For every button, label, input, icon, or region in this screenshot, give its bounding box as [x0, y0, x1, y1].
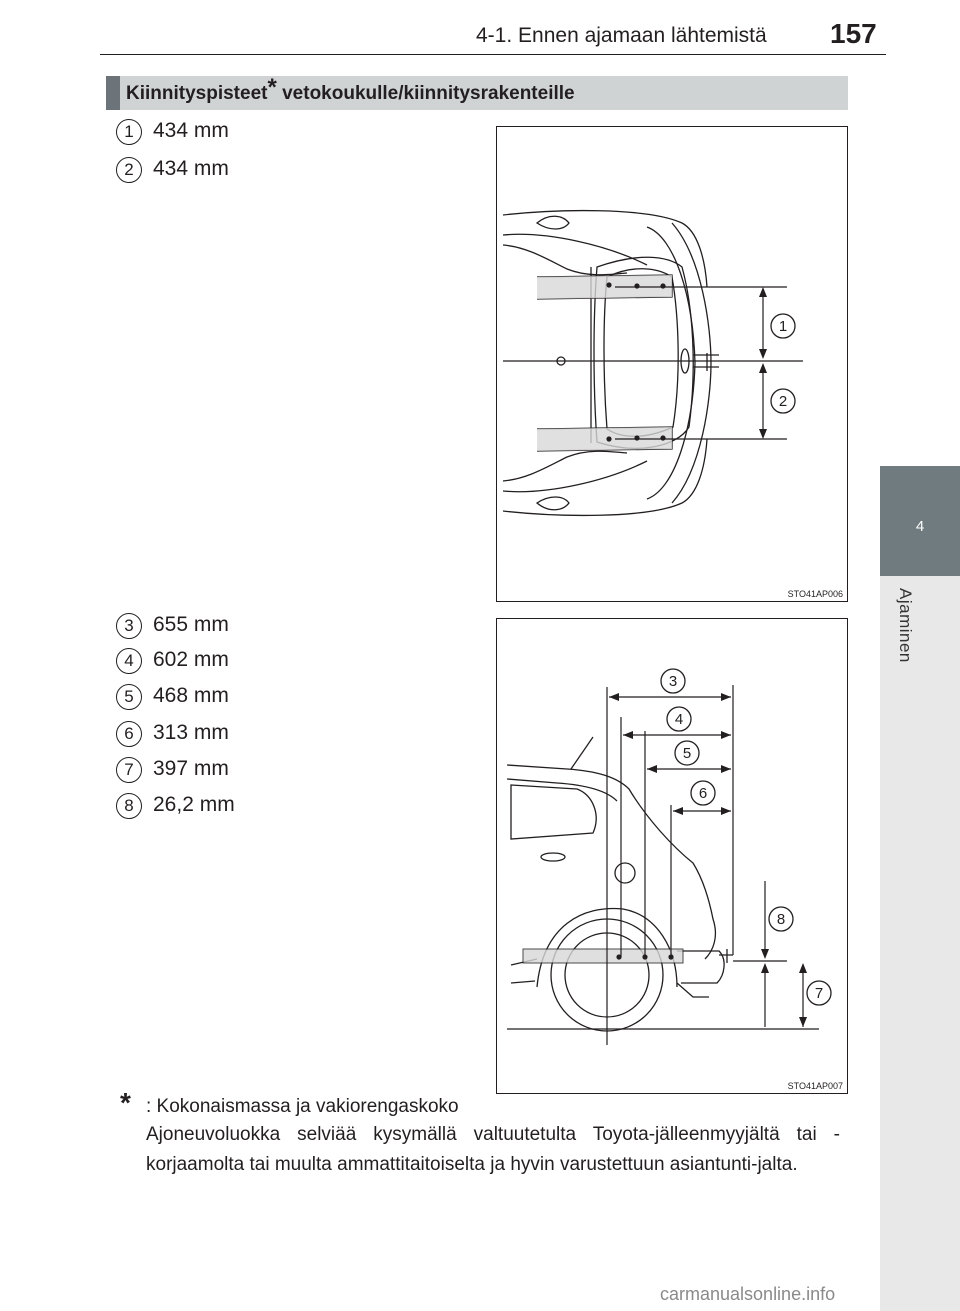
callout-badge-8: 8	[116, 793, 142, 819]
callout-badge-2: 2	[116, 157, 142, 183]
measure-value-1: 434 mm	[153, 119, 229, 142]
figure-2-drawing	[497, 619, 849, 1095]
callout-badge-5: 5	[116, 684, 142, 710]
header-section-title: 4-1. Ennen ajamaan lähtemistä	[476, 24, 767, 47]
callout-badge-3: 3	[116, 613, 142, 639]
page-number: 157	[830, 18, 877, 49]
chapter-strip	[880, 576, 960, 1311]
callout-badge-7: 7	[116, 757, 142, 783]
measure-value-5: 468 mm	[153, 684, 229, 707]
figure-1-drawing	[497, 127, 849, 603]
fig2-callout-4: 4	[674, 711, 684, 728]
measure-value-7: 397 mm	[153, 757, 229, 780]
fig2-callout-6: 6	[698, 785, 708, 802]
callout-badge-4: 4	[116, 648, 142, 674]
fig2-code: STO41AP007	[787, 1081, 843, 1091]
chapter-number: 4	[915, 518, 925, 535]
title-part-2: vetokoukulle/kiinnitysrakenteille	[276, 83, 575, 104]
callout-badge-6: 6	[116, 721, 142, 747]
fig1-code: STO41AP006	[787, 589, 843, 599]
footnote-body: Ajoneuvoluokka selviää kysymällä valtuutetulta Toyota-jälleenmyyjältä tai -korjaamolta tai muulta ammattitaitoiselta ja hyvin varustettuun asiantunti-jalta.	[146, 1124, 840, 1175]
fig2-callout-7: 7	[814, 985, 824, 1002]
measure-value-2: 434 mm	[153, 157, 229, 180]
site-watermark[interactable]: carmanualsonline.info	[660, 1284, 836, 1304]
measure-value-6: 313 mm	[153, 721, 229, 744]
title-part-1: Kiinnityspisteet	[126, 83, 268, 104]
chapter-label: Ajaminen	[896, 588, 915, 663]
footnote-star: *	[120, 1087, 131, 1118]
callout-badge-1: 1	[116, 119, 142, 145]
header-rule	[100, 54, 886, 55]
measure-value-8: 26,2 mm	[153, 793, 235, 816]
fig2-callout-5: 5	[682, 745, 692, 762]
footnote-heading: : Kokonaismassa ja vakiorengaskoko	[146, 1096, 459, 1117]
fig1-callout-1: 1	[778, 318, 788, 335]
fig2-callout-3: 3	[668, 673, 678, 690]
fig1-callout-2: 2	[778, 393, 788, 410]
figure-rear-side-view	[496, 618, 848, 1094]
fig2-callout-8: 8	[776, 911, 786, 928]
measure-value-3: 655 mm	[153, 613, 229, 636]
figure-rear-top-view	[496, 126, 848, 602]
title-accent	[106, 76, 120, 110]
section-title	[126, 74, 575, 106]
chapter-tab[interactable]	[880, 466, 960, 576]
measure-value-4: 602 mm	[153, 648, 229, 671]
title-star: *	[267, 74, 277, 101]
